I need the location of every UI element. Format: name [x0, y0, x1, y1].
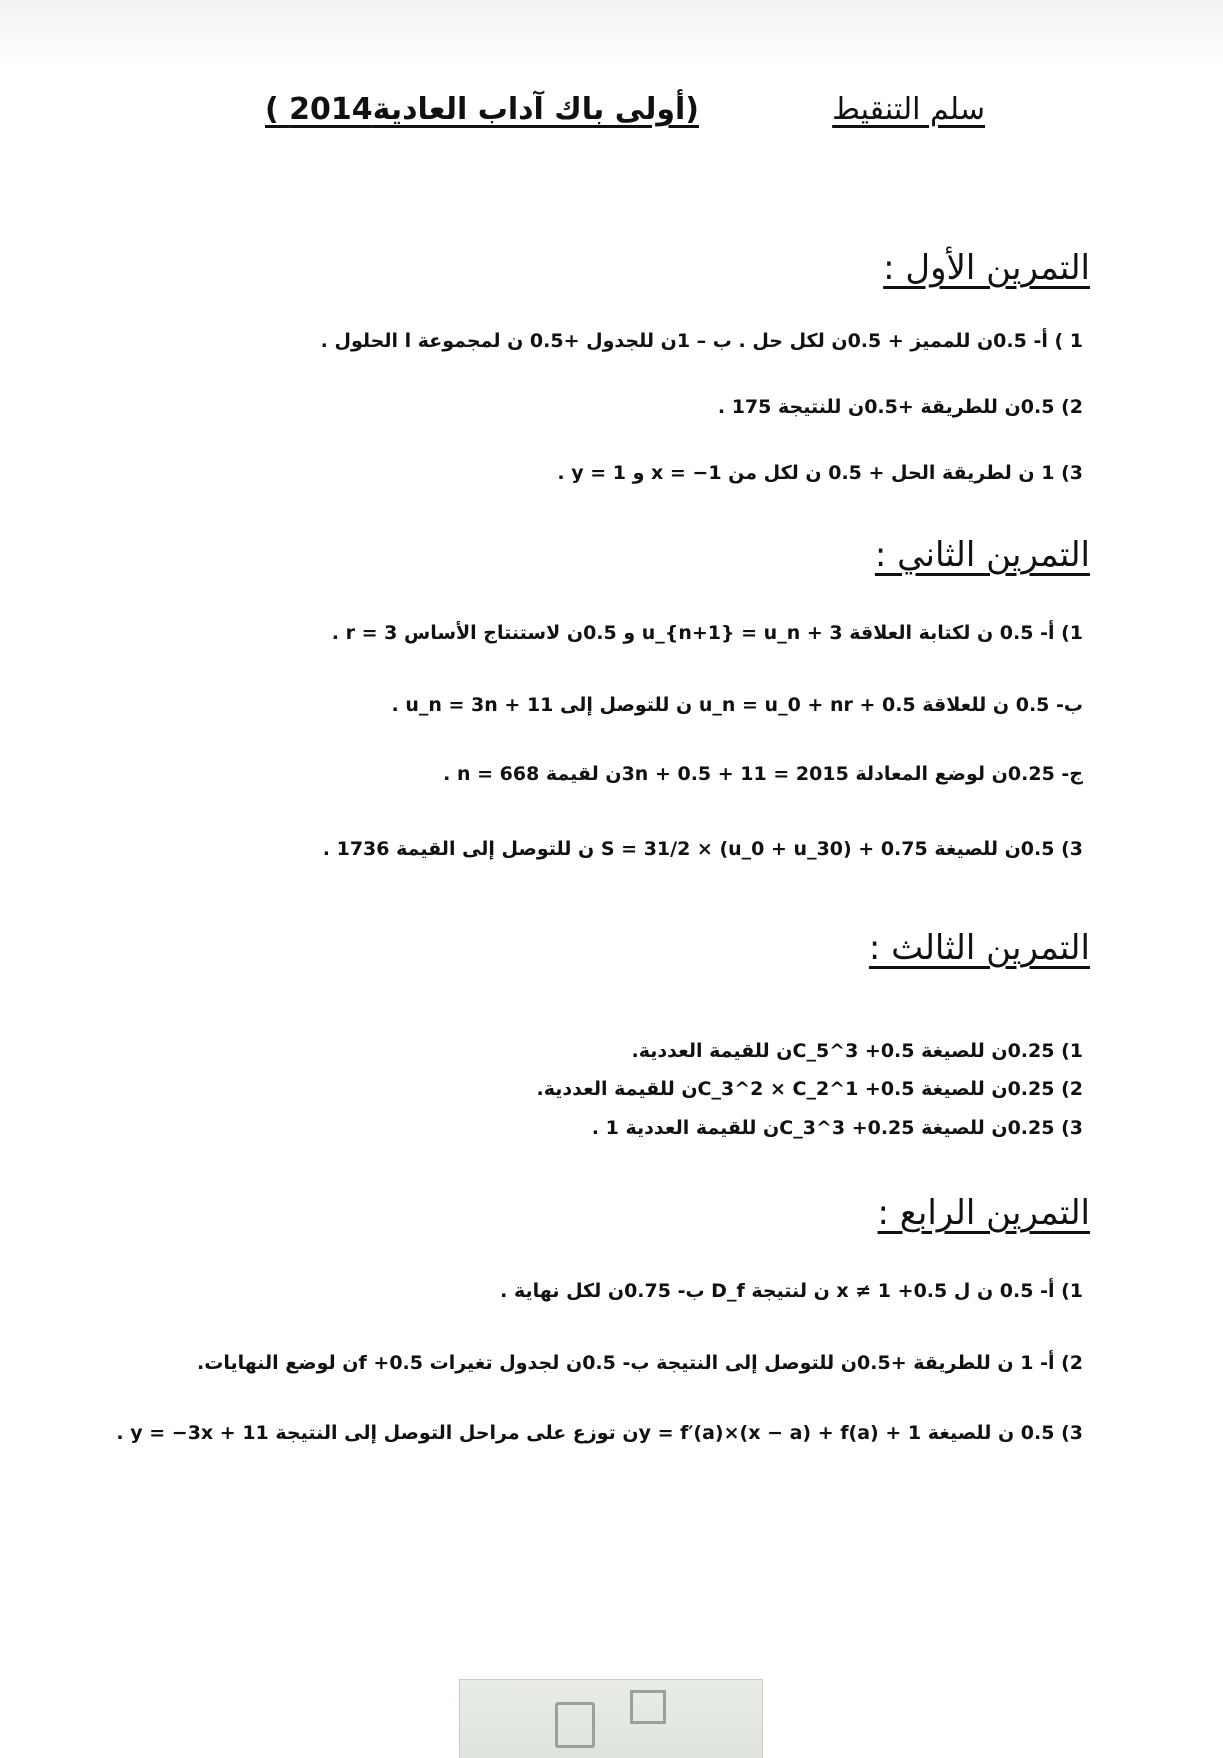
film-icon[interactable] [555, 1702, 595, 1748]
exercise-1-title: التمرين الأول : [883, 248, 1090, 288]
exercise-4-title: التمرين الرابع : [877, 1193, 1090, 1233]
exercise-3-line-3: 3) 0.25ن للصيغة C_3^3 +0.25ن للقيمة العددية 1 . [591, 1117, 1083, 1139]
exercise-3-line-1: 1) 0.25ن للصيغة C_5^3 +0.5ن للقيمة العددية. [631, 1040, 1083, 1062]
exercise-1-line-2: 2) 0.5ن للطريقة +0.5ن للنتيجة 175 . [717, 396, 1083, 418]
download-icon[interactable] [630, 1690, 666, 1724]
viewer-toolbar-widget[interactable] [459, 1679, 763, 1758]
exercise-3-title: التمرين الثالث : [868, 928, 1090, 968]
exercise-2-line-3: ج- 0.25ن لوضع المعادلة 2015 = 11 + 3n + 0.5ن لقيمة n = 668 . [443, 763, 1083, 785]
exercise-3-line-2: 2) 0.25ن للصيغة C_3^2 × C_2^1 +0.5ن للقيمة العددية. [536, 1078, 1083, 1100]
scan-shadow [0, 0, 1223, 70]
exercise-1-line-1: 1 ) أ- 0.5ن للمميز + 0.5ن لكل حل . ب – 1ن للجدول +0.5 ن لمجموعة ا الحلول . [320, 330, 1083, 352]
exercise-4-line-3: 3) 0.5 ن للصيغة y = f′(a)×(x − a) + f(a) + 1ن توزع على مراحل التوصل إلى النتيجة y = −3x + 11 . [116, 1422, 1083, 1444]
header-subtitle: (أولى باك آداب العادية2014 ) [265, 92, 699, 127]
header-title: سلم التنقيط [832, 92, 985, 127]
exercise-1-line-3: 3) 1 ن لطريقة الحل + 0.5 ن لكل من x = −1 و y = 1 . [557, 462, 1083, 484]
exercise-4-line-1: 1) أ- 0.5 ن ل x ≠ 1 +0.5 ن لنتيجة D_f ب- 0.75ن لكل نهاية . [500, 1280, 1083, 1302]
exercise-2-line-4: 3) 0.5ن للصيغة S = 31/2 × (u_0 + u_30) + 0.75 ن للتوصل إلى القيمة 1736 . [322, 838, 1083, 860]
exercise-2-title: التمرين الثاني : [874, 535, 1090, 575]
exercise-2-line-2: ب- 0.5 ن للعلاقة u_n = u_0 + nr + 0.5 ن للتوصل إلى u_n = 3n + 11 . [391, 694, 1083, 716]
document-header [265, 92, 985, 127]
exercise-4-line-2: 2) أ- 1 ن للطريقة +0.5ن للتوصل إلى النتيجة ب- 0.5ن لجدول تغيرات f +0.5ن لوضع النهايات. [197, 1352, 1083, 1374]
exercise-2-line-1: 1) أ- 0.5 ن لكتابة العلاقة u_{n+1} = u_n + 3 و 0.5ن لاستنتاج الأساس r = 3 . [331, 622, 1083, 644]
